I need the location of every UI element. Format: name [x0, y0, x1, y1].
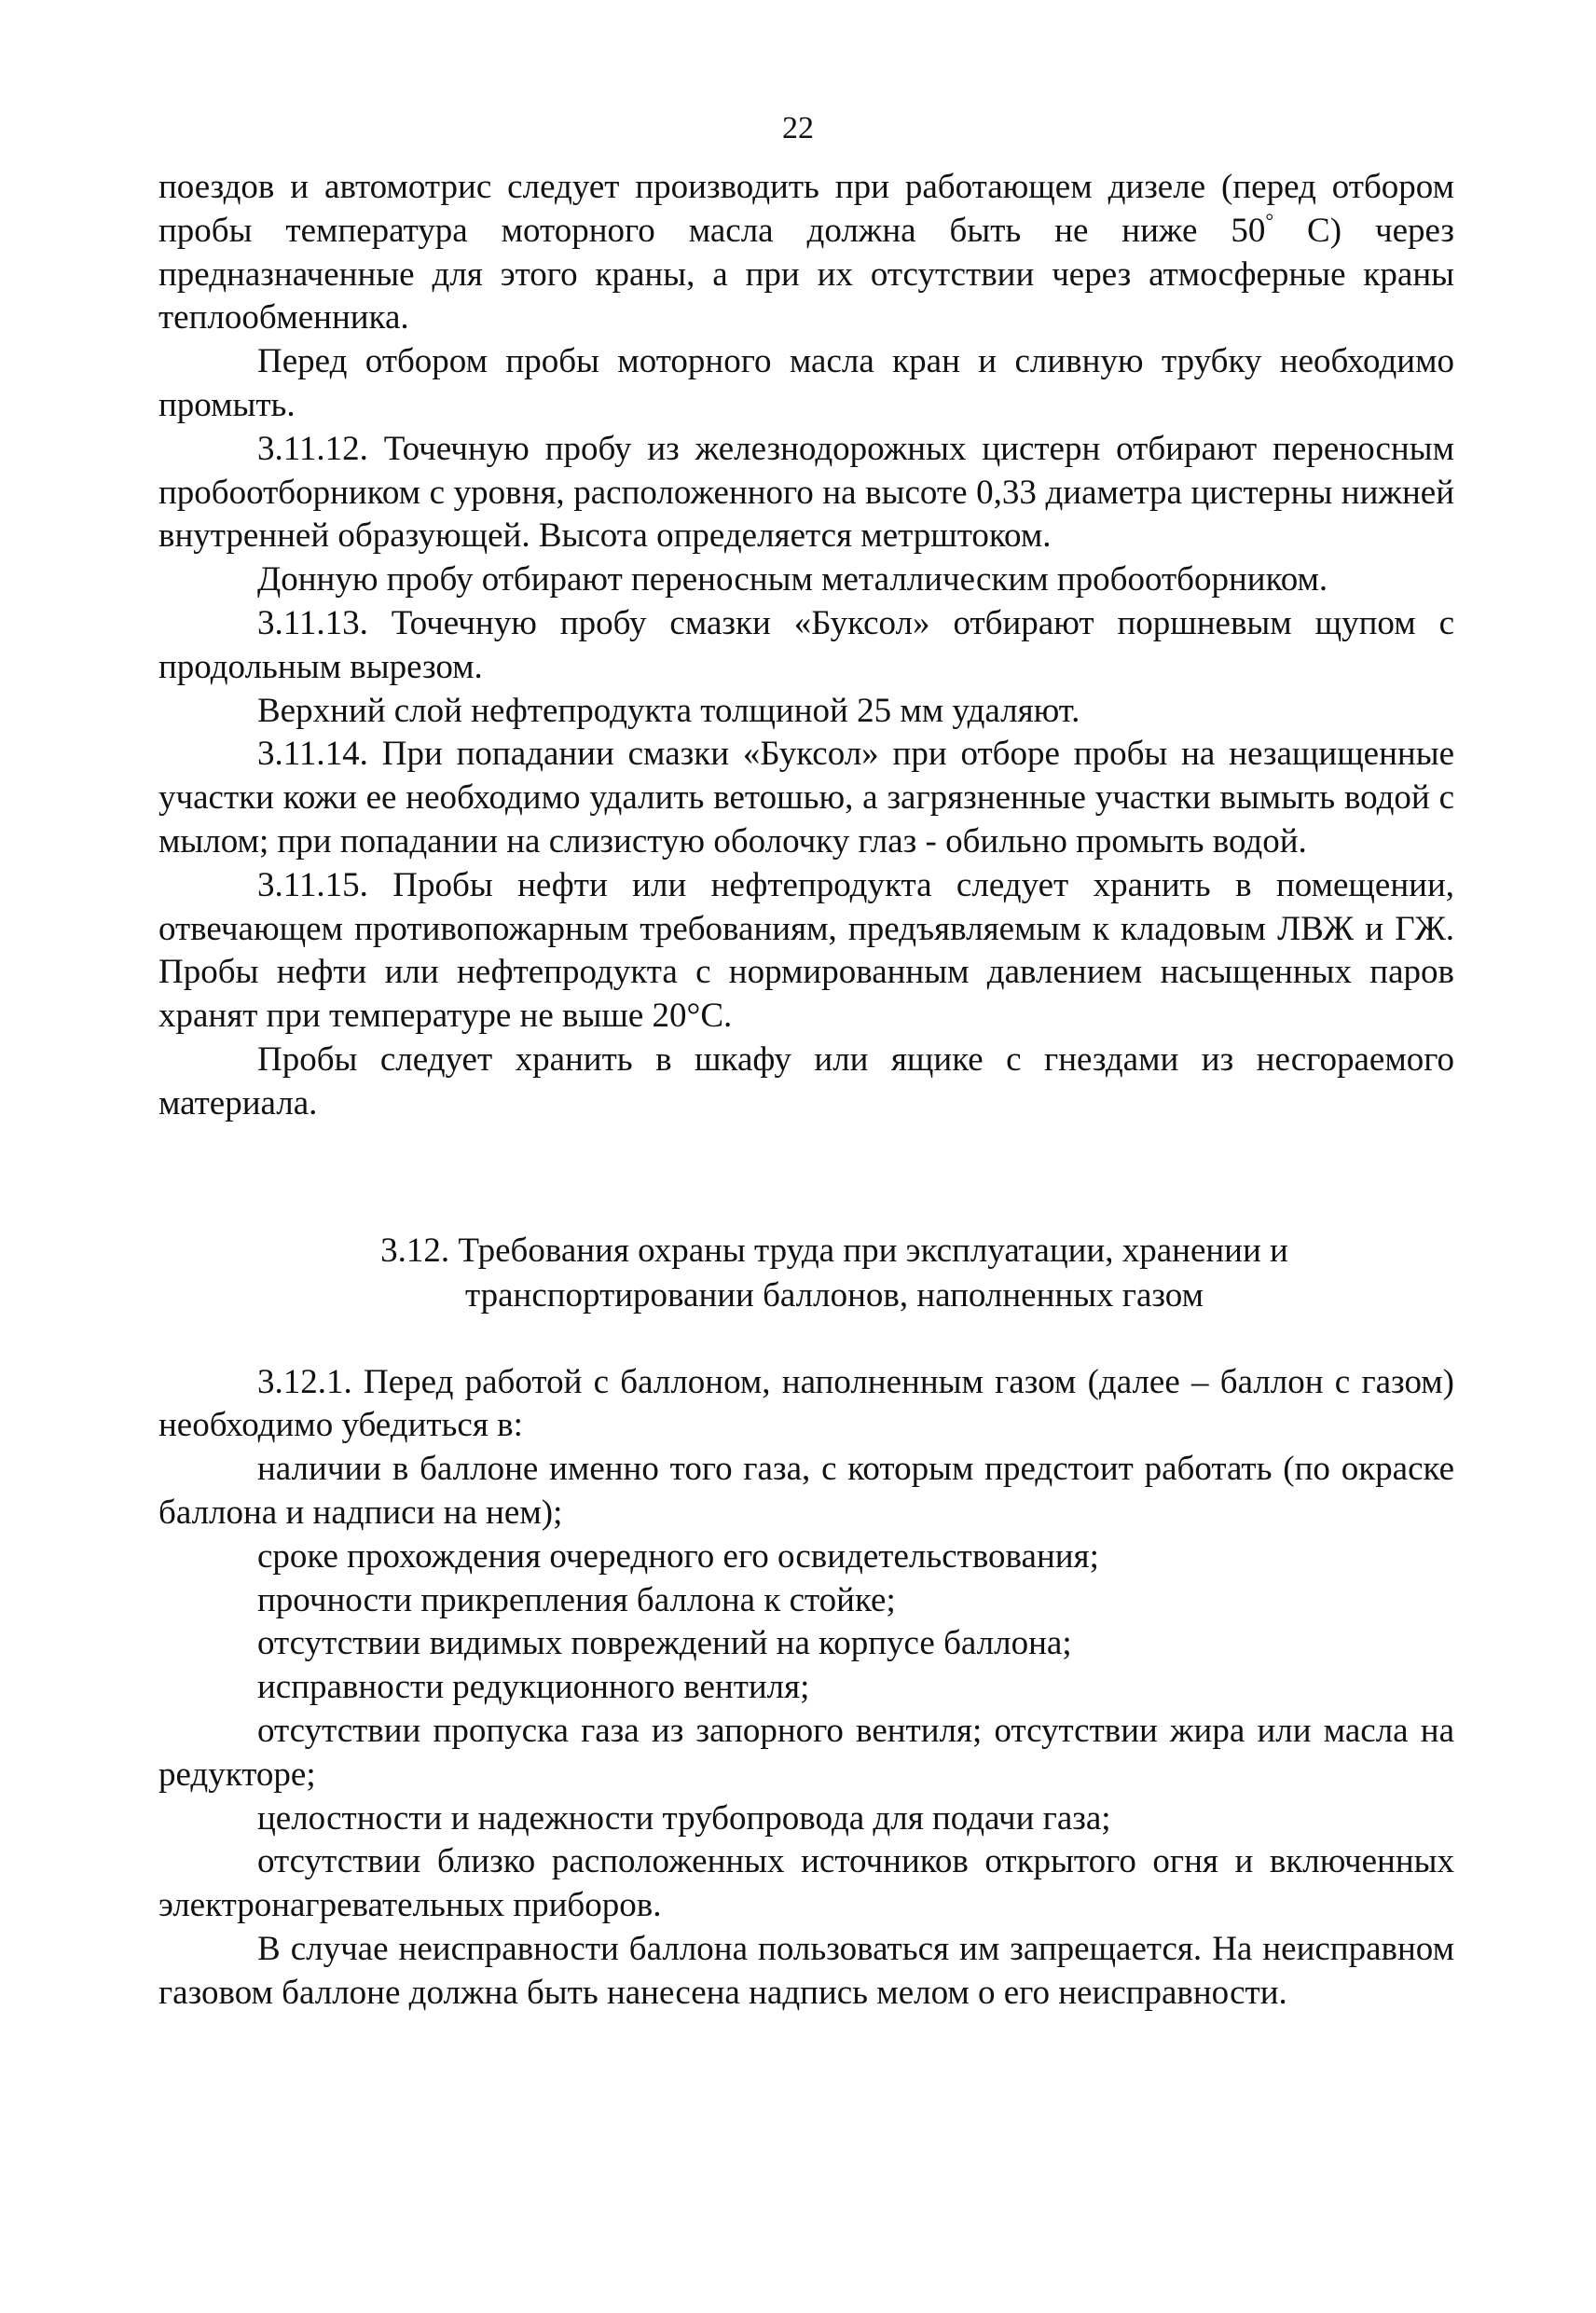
list-item: отсутствии пропуска газа из запорного вентиля; отсутствии жира или масла на редукторе;: [158, 1711, 1454, 1794]
paragraph-3-11-12: 3.11.12. Точечную пробу из железнодорожных цистерн отбирают переносным пробоотборником с уровня, расположенного на высоте 0,33 диаметра цистерны нижней внутренней образующей. Высота определяется метрштоком.: [158, 429, 1454, 556]
list-item: исправности редукционного вентиля;: [257, 1668, 810, 1707]
list-item: отсутствии близко расположенных источников открытого огня и включенных электронагревательных приборов.: [158, 1842, 1454, 1925]
paragraph-text: поездов и автомотрис следует производить при работающем дизеле (перед отбором пробы температура моторного масла должна быть не ниже 50: [158, 168, 1454, 250]
list-item: наличии в баллоне именно того газа, с которым предстоит работать (по окраске баллона и надписи на нем);: [158, 1450, 1454, 1532]
paragraph-text: С) через предназначенные для этого краны, а при их отсутствии через атмосферные краны теплообменника.: [158, 211, 1454, 337]
paragraph-3-11-14: 3.11.14. При попадании смазки «Буксол» при отборе пробы на незащищенные участки кожи ее необходимо удалить ветошью, а загрязненные участки вымыть водой с мылом; при попадании на слизистую оболочку глаз - обильно промыть водой.: [158, 735, 1454, 860]
paragraph-3-11-15: 3.11.15. Пробы нефти или нефтепродукта следует хранить в помещении, отвечающем противопожарным требованиям, предъявляемым к кладовым ЛВЖ и ГЖ. Пробы нефти или нефтепродукта с нормированным давлением насыщенных паров хранят при температуре не выше 20°С.: [158, 865, 1454, 1036]
spacer: [158, 1126, 1454, 1229]
page-number: 22: [782, 111, 814, 145]
document-body: [158, 166, 1454, 2015]
section-heading-line-2: транспортировании баллонов, наполненных газом: [464, 1275, 1204, 1315]
paragraph-3-11-13: 3.11.13. Точечную пробу смазки «Буксол» отбирают поршневым щупом с продольным вырезом.: [158, 603, 1454, 686]
paragraph: Донную пробу отбирают переносным металлическим пробоотборником.: [257, 560, 1328, 599]
degree-superscript: °: [1265, 208, 1274, 232]
list-item: сроке прохождения очередного его освидетельствования;: [257, 1536, 1099, 1576]
paragraph-3-12-1: 3.12.1. Перед работой с баллоном, наполненным газом (далее – баллон с газом) необходимо убедиться в:: [158, 1362, 1454, 1445]
paragraph: Перед отбором пробы моторного масла кран и сливную трубку необходимо промыть.: [158, 342, 1454, 424]
paragraph-continuation: [158, 166, 1454, 340]
section-heading-line-1: 3.12. Требования охраны труда при эксплуатации, хранении и: [380, 1231, 1288, 1270]
paragraph: Пробы следует хранить в шкафу или ящике с гнездами из несгораемого материала.: [158, 1039, 1454, 1122]
list-item: целостности и надежности трубопровода для подачи газа;: [257, 1798, 1111, 1838]
paragraph: Верхний слой нефтепродукта толщиной 25 мм удаляют.: [257, 691, 1080, 730]
list-item: отсутствии видимых повреждений на корпусе баллона;: [257, 1624, 1072, 1663]
paragraph: В случае неисправности баллона пользоваться им запрещается. На неисправном газовом баллоне должна быть нанесена надпись мелом о его неисправности.: [158, 1929, 1454, 2012]
spacer: [158, 1318, 1454, 1361]
list-item: прочности прикрепления баллона к стойке;: [257, 1580, 896, 1619]
